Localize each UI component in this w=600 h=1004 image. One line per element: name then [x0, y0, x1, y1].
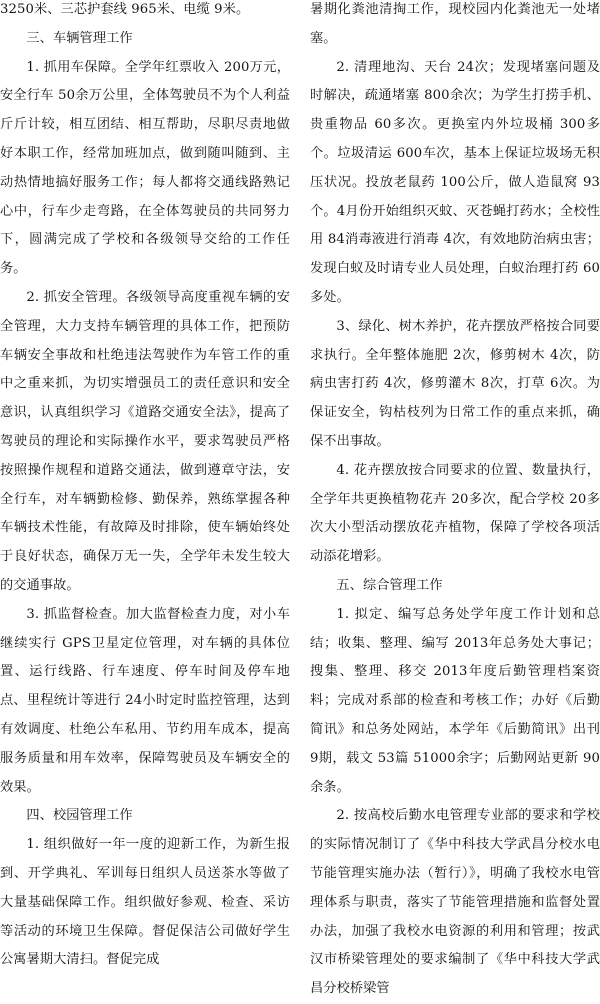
- section-heading-vehicle-management: 三、车辆管理工作: [26, 30, 133, 46]
- left-column: [0, 0, 290, 975]
- paragraph-drain-cleaning: 2. 清理地沟、天台 24次；发现堵塞问题及时解决，疏通堵塞 800余次；为学生打捞手机、贵重物品 60多次。更换室内外垃圾桶 300多个。垃圾清运 600车次，基本上保证垃圾场无积压状况。投放老鼠药 100公斤，做人造鼠窝 93个。4月份开始组织灭蚊、灭苍蝇打药水；全校性用 84消毒液进行消毒 4次，有效地防治病虫害；发现白蚁及时请专业人员处理，白蚁治理打药 60多处。: [310, 59, 600, 305]
- section-heading-campus-management: 四、校园管理工作: [26, 808, 133, 824]
- paragraph-supervision: 3. 抓监督检查。加大监督检查力度，对小车继续实行 GPS卫星定位管理，对车辆的具体位置、运行线路、行车速度、停车时间及停车地点、里程统计等进行 24小时定时监控管理，达到有效调度、杜绝公车私用、节约用车成本，提高服务质量和用车效率，保障驾驶员及车辆安全的效果。: [0, 606, 290, 795]
- paragraph-greening: 3、绿化、树木养护，花卉摆放严格按合同要求执行。全年整体施肥 2次，修剪树木 4次，防病虫害打药 4次，修剪灌木 8次，打草 6次。为保证安全，钩枯枝列为日常工作的重点来抓，确保不出事故。: [310, 318, 600, 449]
- paragraph-flowers: 4. 花卉摆放按合同要求的位置、数量执行，全学年共更换植物花卉 20多次，配合学校 20多次大小型活动摆放花卉植物，保障了学校各项活动添花增彩。: [310, 462, 600, 565]
- right-column: [310, 0, 600, 1004]
- paragraph-continued: 3250米、三芯护套线 965米、电缆 9米。: [0, 2, 250, 17]
- paragraph-planning: 1. 拟定、编写总务处学年度工作计划和总结；收集、整理、编写 2013年总务处大事记；搜集、整理、移交 2013年度后勤管理档案资料；完成对系部的检查和考核工作；办好《后勤简讯》和总务处网站，本学年《后勤简讯》出刊 9期，载文 53篇 51000余字；后勤网站更新 90余条。: [310, 606, 600, 795]
- paragraph-safety-management: 2. 抓安全管理。各级领导高度重视车辆的安全管理，大力支持车辆管理的具体工作，把预防车辆安全事故和杜绝违法驾驶作为车管工作的重中之重来抓，为切实增强员工的责任意识和安全意识，认真组织学习《道路交通安全法》，提高了驾驶员的理论和实际操作水平，要求驾驶员严格按照操作规程和道路交通法，做到遵章守法，安全行车，对车辆勤检修、勤保养，熟练掌握各种车辆技术性能，有故障及时排除，使车辆始终处于良好状态，确保万无一失，全学年未发生较大的交通事故。: [0, 289, 290, 593]
- paragraph-continued: 暑期化粪池清掏工作，现校园内化粪池无一处堵塞。: [310, 2, 600, 46]
- paragraph-utilities: 2. 按高校后勤水电管理专业部的要求和学校的实际情况制订了《华中科技大学武昌分校水电节能管理实施办法（暂行）》，明确了我校水电管理体系与职责，落实了节能管理措施和监督处置办法，加强了我校水电资源的利用和管理；按武汉市桥梁管理处的要求编制了《华中科技大学武昌分校桥梁管: [310, 808, 600, 997]
- paragraph-welcome-work: 1. 组织做好一年一度的迎新工作，为新生报到、开学典礼、军训每日组织人员送茶水等做了大量基础保障工作。组织做好参观、检查、采访等活动的环境卫生保障。督促保洁公司做好学生公寓暑期大清扫。督促完成: [0, 837, 290, 968]
- section-heading-general-management: 五、综合管理工作: [336, 577, 443, 593]
- paragraph-vehicle-guarantee: 1. 抓用车保障。全学年红票收入 200万元，安全行车 50余万公里，全体驾驶员不为个人利益斤斤计较，相互团结、相互帮助，尽职尽责地做好本职工作，经常加班加点，做到随叫随到、主动热情地搞好服务工作；每人都将交通线路熟记心中，行车少走弯路，在全体驾驶员的共同努力下，圆满完成了学校和各级领导交给的工作任务。: [0, 59, 290, 277]
